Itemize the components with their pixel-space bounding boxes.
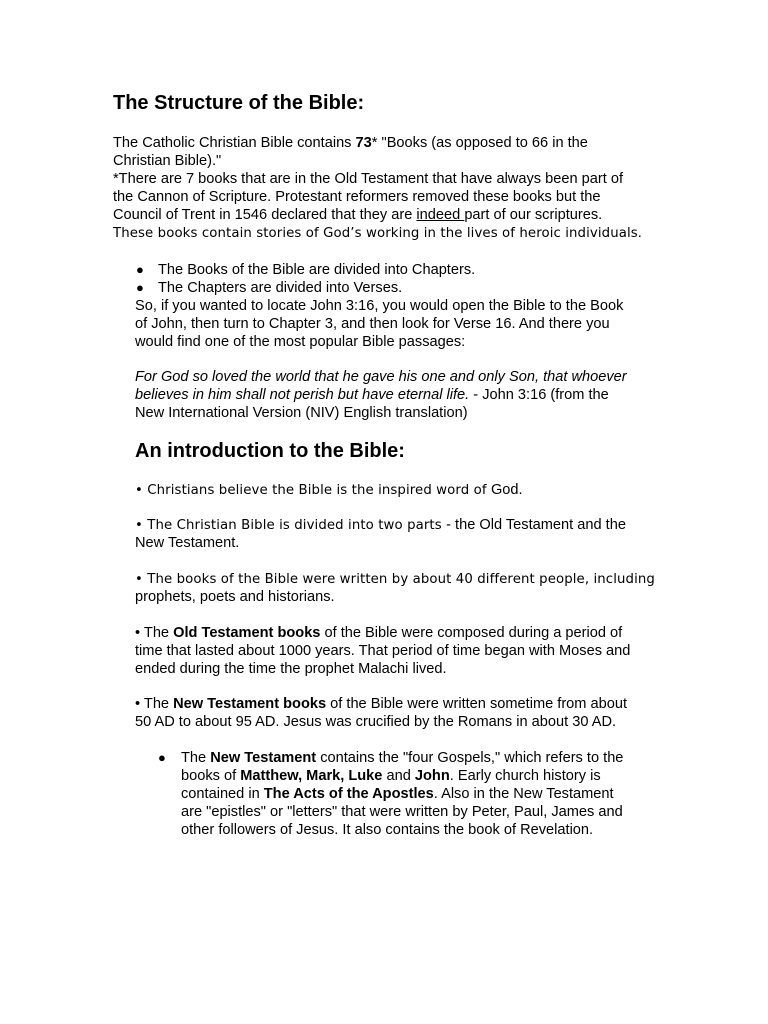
item-text: • The <box>135 625 174 641</box>
intro-item-2-cont: New Testament. <box>135 535 240 551</box>
nt-text: books of <box>181 768 241 784</box>
intro-text: Council of Trent in 1546 declared that they are <box>113 207 417 223</box>
book-count: 73 <box>355 135 372 151</box>
item-bold: New Testament books <box>173 696 327 712</box>
bullet-item: The Books of the Bible are divided into Chapters. <box>158 262 476 278</box>
nt-text: and <box>382 768 415 784</box>
nt-line-2 <box>181 767 601 785</box>
intro-item-5 <box>135 695 627 713</box>
intro-text: . <box>637 225 642 241</box>
nt-bold: John <box>414 768 450 784</box>
nt-bold: The Acts of the Apostles <box>263 786 434 802</box>
quote-line-3: New International Version (NIV) English translation) <box>135 405 468 421</box>
quote-line-1 <box>135 368 627 386</box>
nt-text: . Also in the New Testament <box>433 786 614 802</box>
locate-line-3: would find one of the most popular Bible passages: <box>135 334 466 350</box>
underlined-word: indeed <box>416 207 465 223</box>
intro-item-4 <box>135 624 622 642</box>
intro-item-5-cont: 50 AD to about 95 AD. Jesus was crucified by the Romans in about 30 AD. <box>135 714 617 730</box>
intro-line-4: the Cannon of Scripture. Protestant reformers removed these books but the <box>113 189 601 205</box>
intro-item-4-cont: time that lasted about 1000 years. That period of time began with Moses and <box>135 643 631 659</box>
bullet-icon: ● <box>158 750 166 765</box>
item-text: of the Bible were written sometime from about <box>326 696 628 712</box>
bullet-icon: ● <box>136 280 144 295</box>
item-text: • The <box>135 696 174 712</box>
item-text: • The Christian Bible is divided into two parts <box>135 518 447 533</box>
item-bold: Old Testament books <box>173 625 321 641</box>
nt-line-3 <box>181 785 614 803</box>
intro-line-2: Christian Bible)." <box>113 153 222 169</box>
intro-item-3-cont: prophets, poets and historians. <box>135 589 335 605</box>
nt-bold: Matthew, Mark, Luke <box>240 768 383 784</box>
intro-item-3 <box>135 570 655 589</box>
intro-line-3: *There are 7 books that are in the Old Testament that have always been part of <box>113 171 624 187</box>
quote-text: believes in him shall not perish but have eternal life. <box>135 387 470 403</box>
nt-text: The <box>181 750 211 766</box>
item-text: - the Old Testament and the <box>446 517 626 533</box>
nt-bold: New Testament <box>210 750 317 766</box>
item-text: • Christians believe the Bible is the inspired word of <box>135 483 491 498</box>
intro-line-6 <box>113 224 642 243</box>
bullet-item: The Chapters are divided into Verses. <box>158 280 403 296</box>
nt-line-1 <box>181 749 623 767</box>
quote-citation: - John 3:16 (from the <box>469 387 609 403</box>
nt-text: . Early church history is <box>449 768 601 784</box>
intro-item-1 <box>135 481 523 500</box>
bullet-icon: ● <box>136 262 144 277</box>
intro-text: part of our scriptures. <box>464 207 603 223</box>
nt-line-5: other followers of Jesus. It also contains the book of Revelation. <box>181 822 594 838</box>
page-title: The Structure of the Bible: <box>113 92 365 114</box>
intro-line-1 <box>113 134 588 152</box>
quote-line-2 <box>135 386 609 404</box>
intro-text: * "Books (as opposed to 66 in the <box>371 135 588 151</box>
quote-text: For God so loved the world that he gave his one and only Son, that whoever <box>135 369 627 385</box>
intro-line-5 <box>113 206 602 224</box>
item-text: of the Bible were composed during a period of <box>320 625 623 641</box>
nt-text: contains the "four Gospels," which refers to the <box>316 750 624 766</box>
intro-item-4-cont: ended during the time the prophet Malachi lived. <box>135 661 447 677</box>
locate-line-1: So, if you wanted to locate John 3:16, you would open the Bible to the Book <box>135 298 624 314</box>
nt-line-4: are "epistles" or "letters" that were written by Peter, Paul, James and <box>181 804 623 820</box>
item-text: • The books of the Bible were written by about 40 different people, including <box>135 572 655 587</box>
item-text: God. <box>490 482 523 498</box>
nt-text: contained in <box>181 786 264 802</box>
locate-line-2: of John, then turn to Chapter 3, and then look for Verse 16. And there you <box>135 316 610 332</box>
intro-text: These books contain stories of God’s working in the lives of heroic individuals <box>113 226 638 241</box>
intro-item-2 <box>135 516 626 535</box>
section-heading: An introduction to the Bible: <box>135 440 405 462</box>
intro-text: The Catholic Christian Bible contains <box>113 135 356 151</box>
